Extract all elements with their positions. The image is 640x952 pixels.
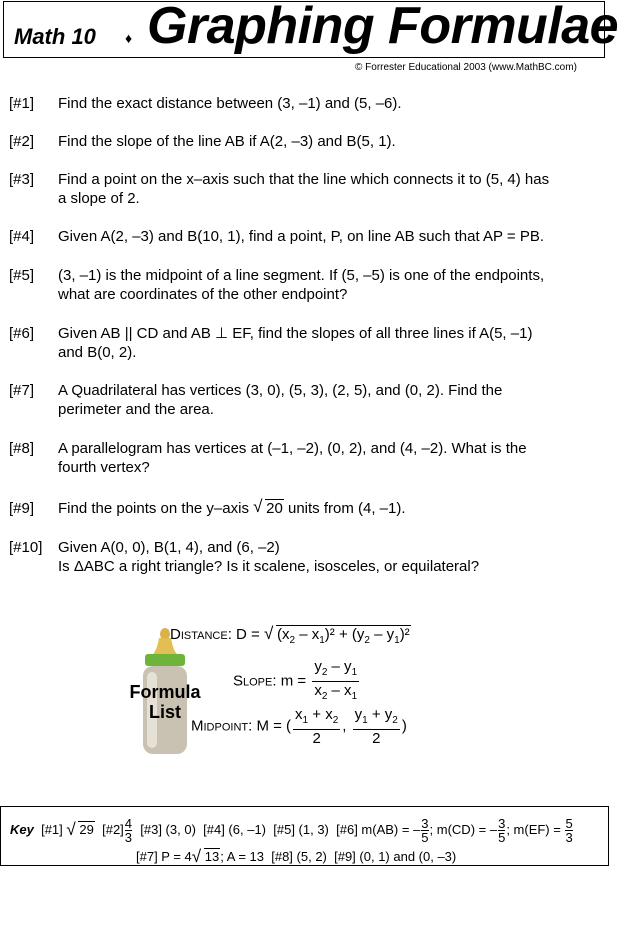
answer-key: Key [#1] √ 29 [#2] $\frac{4}{3}$ [#3] (3, 0) [#4] (6, –1) [#5] (1, 3) [#6] m(AB) = – $\frac{3}{5}$ ; m(CD) = – $\frac{3}{5}$ ; m(EF) = $\frac{5}{3}$ [#7] P = 4 √ 13; A = 13 [#8] (5, 2) [#9] (0, 1) and (0, –3) (0, 806, 609, 866)
problem-text: (3, –1) is the midpoint of a line segment. If (5, –5) is one of the endpoints, (58, 267, 545, 284)
problem-number: [#8] (9, 440, 35, 457)
problem-text: and B(0, 2). (58, 344, 137, 361)
problem-text: A Quadrilateral has vertices (3, 0), (5, 3), (2, 5), and (0, 2). Find the (58, 382, 503, 399)
formula-list (120, 620, 600, 770)
problem-text: a slope of 2. (58, 190, 140, 207)
copyright-notice: © Forrester Educational 2003 (www.MathBC.com) (355, 62, 577, 73)
problem-number: [#1] (9, 95, 35, 112)
problem-text: fourth vertex? (58, 459, 150, 476)
problem-text: Find the points on the y–axis √ 20 units from (4, –1). (58, 497, 406, 517)
problem-text: perimeter and the area. (58, 401, 214, 418)
course-name: Math 10 (14, 24, 96, 49)
page-title: Graphing Formulae (147, 0, 619, 55)
radical-icon: √ (263, 624, 274, 643)
problem-number: [#6] (9, 325, 35, 342)
radical-icon: √ (253, 497, 263, 516)
key-label: Key (10, 821, 34, 837)
problem-number: [#2] (9, 133, 35, 150)
formula-label-line1: Formula (129, 682, 201, 702)
problem-number: [#4] (9, 228, 35, 245)
radical-icon: √ (191, 847, 202, 866)
midpoint-formula: Midpoint: M = ( $\frac{x_1 + x_2}{2}$ , $\frac{y_1 + y_2}{2}$ ) (191, 706, 407, 747)
problem-text: Given AB || CD and AB ⊥ EF, find the slopes of all three lines if A(5, –1) (58, 325, 533, 342)
problem-number: [#5] (9, 267, 35, 284)
problem-text: Given A(0, 0), B(1, 4), and (6, –2) (58, 539, 280, 556)
problem-text: Find a point on the x–axis such that the line which connects it to (5, 4) has (58, 171, 550, 188)
problem-number: [#7] (9, 382, 35, 399)
problem-text: Is ΔABC a right triangle? Is it scalene, isosceles, or equilateral? (58, 558, 480, 575)
diamond-bullet-icon: ♦ (125, 30, 133, 46)
problem-number: [#9] (9, 500, 35, 517)
distance-formula: Distance: D = √ $(x_2 - x_1)^2 + (y_2 - y_1)^2$ (170, 624, 410, 646)
title-banner (3, 0, 619, 58)
problem-number: [#3] (9, 171, 35, 188)
problem-text: what are coordinates of the other endpoint? (58, 286, 348, 303)
square-root: √ 20 (253, 497, 283, 517)
radical-icon: √ (66, 819, 76, 839)
problem-number: [#10] (9, 539, 43, 556)
formula-label-line2: List (148, 702, 181, 722)
problem-text: Find the exact distance between (3, –1) and (5, –6). (58, 95, 402, 112)
problem-text: A parallelogram has vertices at (–1, –2), (0, 2), and (4, –2). What is the (58, 440, 527, 457)
problem-text: Find the slope of the line AB if A(2, –3) and B(5, 1). (58, 133, 396, 150)
slope-formula: Slope: m = $\frac{y_2 - y_1}{x_2 - x_1}$ (233, 658, 358, 702)
problem-text: Given A(2, –3) and B(10, 1), find a point, P, on line AB such that AP = PB. (58, 228, 545, 245)
